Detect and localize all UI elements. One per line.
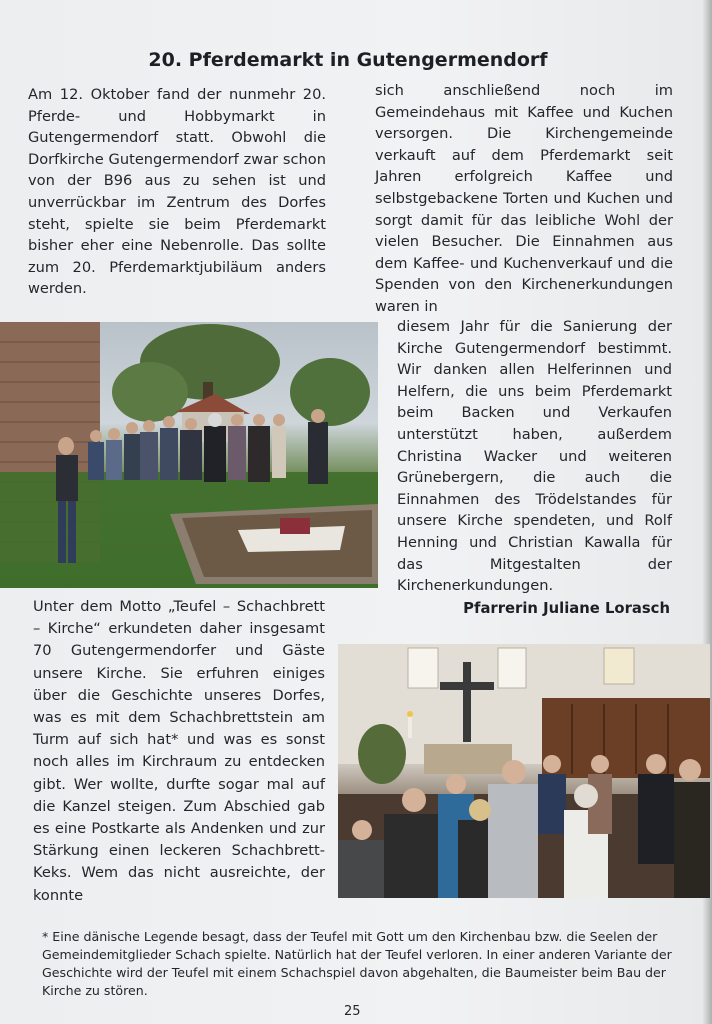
photo-church-yard-illustration	[0, 322, 378, 588]
author-signature: Pfarrerin Juliane Lorasch	[463, 600, 670, 617]
paragraph-intro: Am 12. Oktober fand der nunmehr 20. Pferde- und Hobbymarkt in Gutengermendorf statt. Obwohl die Dorfkirche Gutengermendorf zwar schon von der B96 aus zu sehen ist und unverrückbar im Zentrum des Dorfes steht, spielte sie beim Pferdemarkt bisher eher eine Nebenrolle. Das sollte zum 20. Pferdemarktjubiläum anders werden.	[28, 86, 326, 298]
paragraph-thanks: diesem Jahr für die Sanierung der Kirche Gutengermendorf bestimmt. Wir danken allen Helferinnen und Helfern, die uns beim Pferdemarkt beim Backen und Verkaufen unterstützt haben, außerdem Christina Wacker und weiteren Grünebergern, die auch die Einnahmen des Trödelstandes für unsere Kirche spendeten, und Rolf Henning und Christian Kawalla für das Mitgestalten der Kirchenerkundungen.	[397, 318, 672, 595]
paragraph-motto: Unter dem Motto „Teufel – Schachbrett – Kirche“ erkundeten daher insgesamt 70 Gutengermendorfer und Gäste unsere Kirche. Sie erfuhren einiges über die Geschichte unseres Dorfes, was es mit dem Schachbrettstein am Turm auf sich hat* und was es sonst noch alles im Kirchraum zu entdecken gibt. Wer wollte, durfte sogar mal auf die Kanzel steigen. Zum Abschied gab es eine Postkarte als Andenken und zur Stärkung einen leckeren Schachbrett-Keks. Wem das nicht ausreichte, der konnte	[33, 598, 325, 904]
photo-church-interior	[338, 644, 710, 898]
footnote: * Eine dänische Legende besagt, dass der Teufel mit Gott um den Kirchenbau bzw. die Seelen der Gemeindemitglieder Schach spielte. Natürlich hat der Teufel verloren. In einer anderen Variante der Geschichte wird der Teufel mit einem Schachspiel davon abgehalten, die Baumeister beim Bau der Kirche zu stören.	[42, 929, 672, 998]
page-number: 25	[344, 1004, 361, 1019]
paragraph-cafe: sich anschließend noch im Gemeindehaus mit Kaffee und Kuchen versorgen. Die Kirchengemeinde verkauft auf dem Pferdemarkt seit Jahren erfolgreich Kaffee und selbstgebackene Torten und Kuchen und sorgt damit für das leibliche Wohl der vielen Besucher. Die Einnahmen aus dem Kaffee- und Kuchenverkauf und die Spenden von den Kirchenerkundungen waren in	[375, 82, 673, 315]
article-title: 20. Pferdemarkt in Gutengermendorf	[148, 48, 548, 71]
photo-church-yard-tour	[0, 322, 378, 588]
photo-church-interior-illustration	[338, 644, 710, 898]
